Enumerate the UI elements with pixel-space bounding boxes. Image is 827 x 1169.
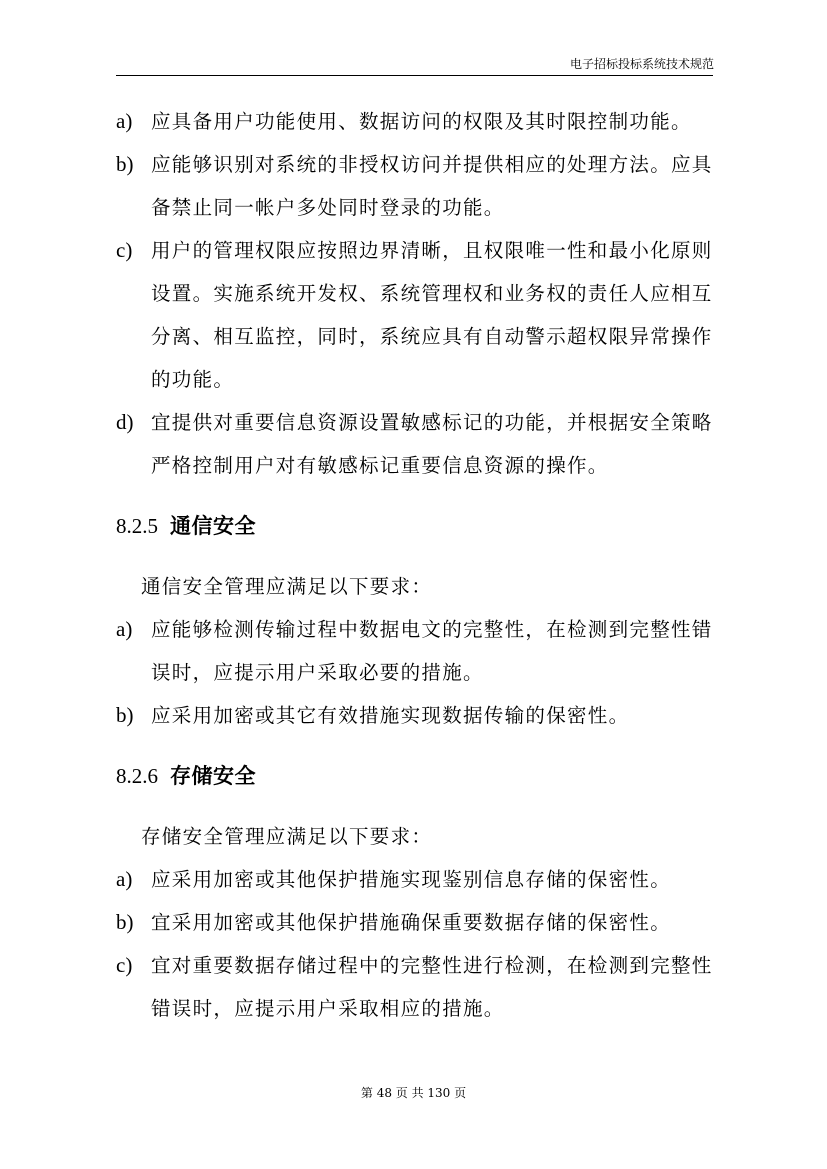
section-heading-8-2-5 <box>116 487 716 565</box>
document-body <box>116 100 716 1030</box>
item-marker: a) <box>116 109 133 133</box>
list-item-d <box>116 401 716 487</box>
item-marker: a) <box>116 617 133 641</box>
item-marker: b) <box>116 703 134 727</box>
section-title: 存储安全 <box>170 764 256 788</box>
list-item-a <box>116 858 716 901</box>
list-item-c <box>116 944 716 1030</box>
section-intro: 存储安全管理应满足以下要求： <box>141 825 433 848</box>
section-intro: 通信安全管理应满足以下要求： <box>141 575 433 598</box>
item-text: 宜提供对重要信息资源设置敏感标记的功能，并根据安全策略严格控制用户对有敏感标记重要信息资源的操作。 <box>151 411 713 477</box>
list-item-a <box>116 100 716 143</box>
section-number: 8.2.5 <box>116 514 158 538</box>
item-marker: c) <box>116 238 133 262</box>
item-marker: b) <box>116 910 134 934</box>
item-text: 宜对重要数据存储过程中的完整性进行检测，在检测到完整性错误时，应提示用户采取相应的措施。 <box>151 954 713 1020</box>
page-number-footer: 第 48 页 共 130 页 <box>360 1086 467 1100</box>
item-marker: a) <box>116 867 133 891</box>
item-text: 宜采用加密或其他保护措施确保重要数据存储的保密性。 <box>151 911 672 934</box>
item-text: 应采用加密或其他保护措施实现鉴别信息存储的保密性。 <box>151 868 672 891</box>
item-marker: d) <box>116 410 134 434</box>
list-item-b <box>116 143 716 229</box>
item-text: 用户的管理权限应按照边界清晰，且权限唯一性和最小化原则设置。实施系统开发权、系统管理权和业务权的责任人应相互分离、相互监控，同时，系统应具有自动警示超权限异常操作的功能。 <box>151 239 713 391</box>
item-marker: c) <box>116 953 133 977</box>
running-header: 电子招标投标系统技术规范 <box>569 57 714 71</box>
section-heading-8-2-6 <box>116 737 716 815</box>
section-number: 8.2.6 <box>116 764 158 788</box>
item-text: 应采用加密或其它有效措施实现数据传输的保密性。 <box>151 704 630 727</box>
item-text: 应能够识别对系统的非授权访问并提供相应的处理方法。应具备禁止同一帐户多处同时登录的功能。 <box>151 153 713 219</box>
item-text: 应能够检测传输过程中数据电文的完整性，在检测到完整性错误时，应提示用户采取必要的措施。 <box>151 618 713 684</box>
item-marker: b) <box>116 152 134 176</box>
list-item-b <box>116 694 716 737</box>
item-text: 应具备用户功能使用、数据访问的权限及其时限控制功能。 <box>151 110 692 133</box>
list-item-c <box>116 229 716 401</box>
list-item-a <box>116 608 716 694</box>
list-item-b <box>116 901 716 944</box>
header-divider <box>116 75 713 76</box>
section-title: 通信安全 <box>170 514 256 538</box>
